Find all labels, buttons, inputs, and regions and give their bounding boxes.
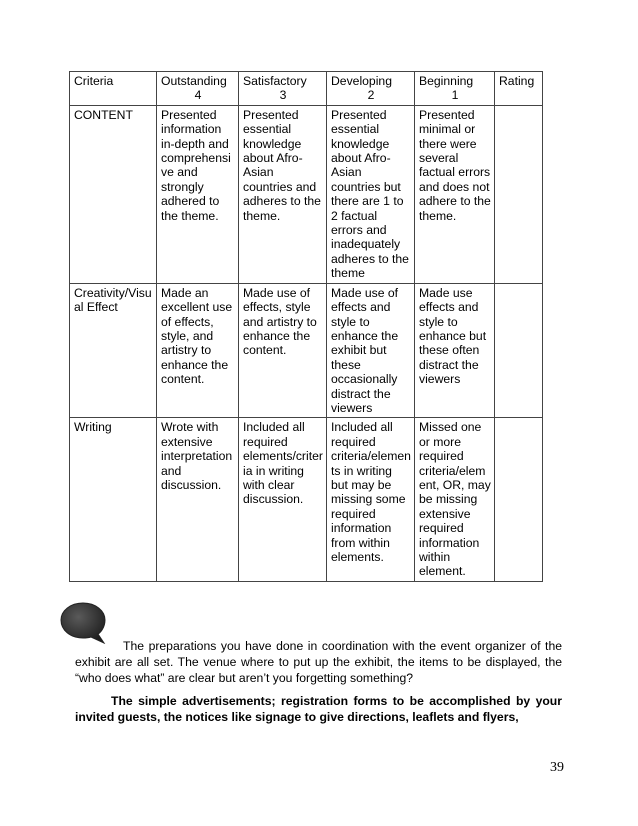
header-rating — [495, 72, 543, 106]
outstanding-cell: Made an excellent use of effects, style, and artistry to enhance the content. — [157, 283, 239, 418]
beginning-cell: Missed one or more required criteria/element, OR, may be missing extensive required information within element. — [415, 418, 495, 581]
outstanding-cell: Presented information in-depth and comprehensive and strongly adhered to the theme. — [157, 105, 239, 283]
header-outstanding-score: 4 — [194, 88, 202, 103]
developing-cell: Presented essential knowledge about Afro-Asian countries but there are 1 to 2 factual errors and inadequately adheres to the theme — [327, 105, 415, 283]
satisfactory-cell: Presented essential knowledge about Afro-Asian countries and adheres to the theme. — [239, 105, 327, 283]
rubric-row-creativity — [70, 283, 543, 418]
beginning-cell: Presented minimal or there were several factual errors and does not adhere to the theme. — [415, 105, 495, 283]
criteria-cell: Creativity/Visual Effect — [70, 283, 157, 418]
beginning-cell: Made use effects and style to enhance but these often distract the viewers — [415, 283, 495, 418]
header-rating-label: Rating — [499, 74, 535, 88]
criteria-cell: CONTENT — [70, 105, 157, 283]
header-outstanding-label: Outstanding — [161, 74, 227, 88]
rubric-table — [69, 71, 543, 582]
developing-cell: Included all required criteria/elements in writing but may be missing some required information from within elements. — [327, 418, 415, 581]
header-outstanding — [157, 72, 239, 106]
rating-cell — [495, 105, 543, 283]
header-criteria — [70, 72, 157, 106]
header-beginning-score: 1 — [451, 88, 459, 103]
header-satisfactory-score: 3 — [279, 88, 287, 103]
page-number: 39 — [550, 760, 564, 775]
paragraph-preparations: The preparations you have done in coordination with the event organizer of the exhibit are all set. The venue where to put up the exhibit, the items to be displayed, the “who does what” are clear but aren’t you forgetting something? — [75, 639, 562, 685]
criteria-cell: Writing — [70, 418, 157, 581]
header-developing-score: 2 — [367, 88, 375, 103]
header-satisfactory — [239, 72, 327, 106]
rating-cell — [495, 418, 543, 581]
rubric-header-row — [70, 72, 543, 106]
satisfactory-cell: Included all required elements/criteria in writing with clear discussion. — [239, 418, 327, 581]
rubric-row-writing — [70, 418, 543, 581]
header-developing — [327, 72, 415, 106]
header-beginning-label: Beginning — [419, 74, 474, 88]
rating-cell — [495, 283, 543, 418]
header-developing-label: Developing — [331, 74, 392, 88]
outstanding-cell: Wrote with extensive interpretation and discussion. — [157, 418, 239, 581]
satisfactory-cell: Made use of effects, style and artistry to enhance the content. — [239, 283, 327, 418]
header-satisfactory-label: Satisfactory — [243, 74, 307, 88]
header-criteria-label: Criteria — [74, 74, 114, 88]
header-beginning — [415, 72, 495, 106]
paragraph-advertisements: The simple advertisements; registration forms to be accomplished by your invited guests, the notices like signage to give directions, leaflets and flyers, — [75, 694, 562, 724]
developing-cell: Made use of effects and style to enhance the exhibit but these occasionally distract the viewers — [327, 283, 415, 418]
rubric-row-content — [70, 105, 543, 283]
